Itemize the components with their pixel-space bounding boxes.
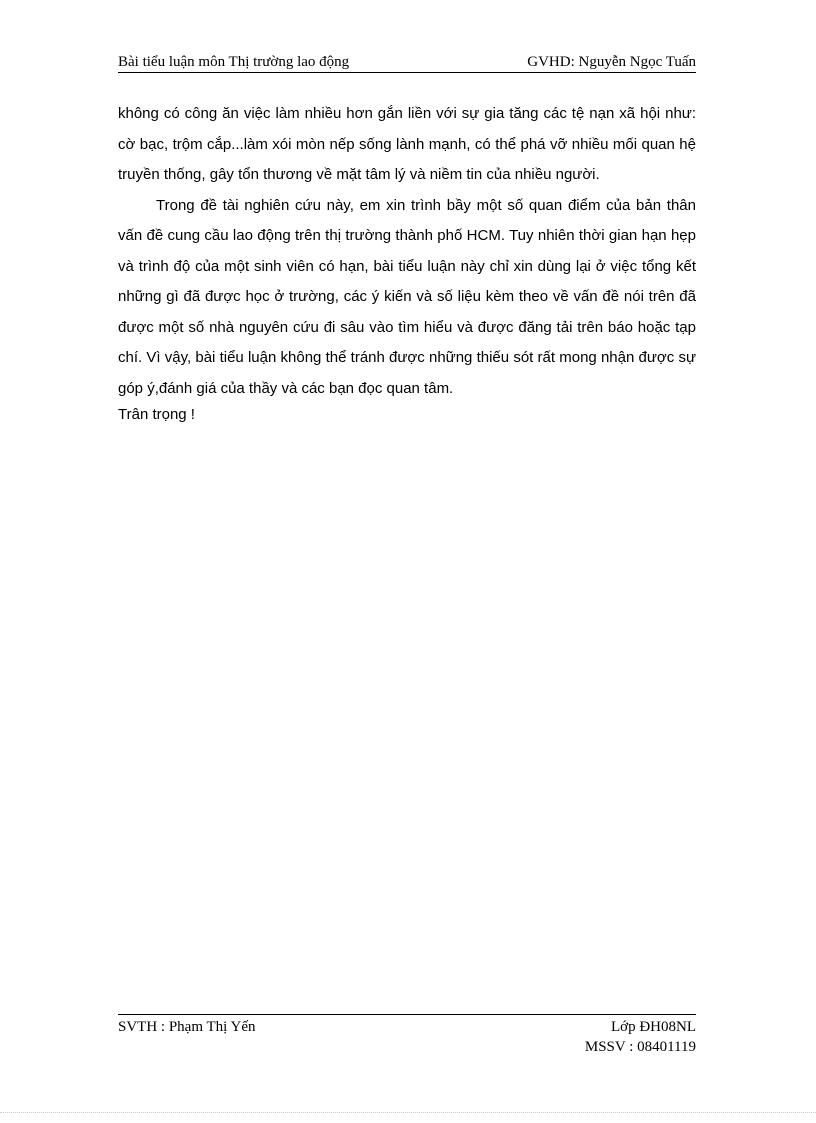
footer-student-info: [585, 1017, 696, 1057]
header-course-title: Bài tiểu luận môn Thị trường lao động: [118, 54, 350, 70]
closing-line: Trân trọng !: [118, 406, 195, 423]
document-body: [118, 99, 696, 426]
footer-student-id: MSSV : 08401119: [584, 1039, 696, 1055]
page-footer: [118, 1014, 696, 1059]
paragraph-continuation: không có công ăn việc làm nhiều hơn gắn liền với sự gia tăng các tệ nạn xã hội như: cờ bạc, trộm cắp...làm xói mòn nếp sống lành mạnh, có thể phá vỡ nhiều mối quan hệ truyền thống, gây tổn thương về mặt tâm lý và niềm tin của nhiều người.: [118, 105, 696, 183]
page-bottom-divider: [0, 1112, 816, 1113]
footer-student-name: SVTH : Phạm Thị Yến: [118, 1019, 256, 1035]
header-instructor: GVHD: Nguyễn Ngọc Tuấn: [527, 54, 696, 70]
footer-class: Lớp ĐH08NL: [610, 1019, 696, 1035]
page-header: [118, 52, 696, 73]
paragraph-research-scope: Trong đề tài nghiên cứu này, em xin trình bầy một số quan điểm của bản thân vấn đề cung cầu lao động trên thị trường thành phố HCM. Tuy nhiên thời gian hạn hẹp và trình độ của một sinh viên có hạn, bài tiểu luận này chỉ xin dùng lại ở việc tổng kết những gì đã được học ở trường, các ý kiến và số liệu kèm theo về vấn đề nói trên đã được một số nhà nguyên cứu đi sâu vào tìm hiểu và được đăng tải trên báo hoặc tạp chí. Vì vậy, bài tiểu luận không thể tránh được những thiếu sót rất mong nhận được sự góp ý,đánh giá của thầy và các bạn đọc quan tâm.: [118, 196, 696, 397]
